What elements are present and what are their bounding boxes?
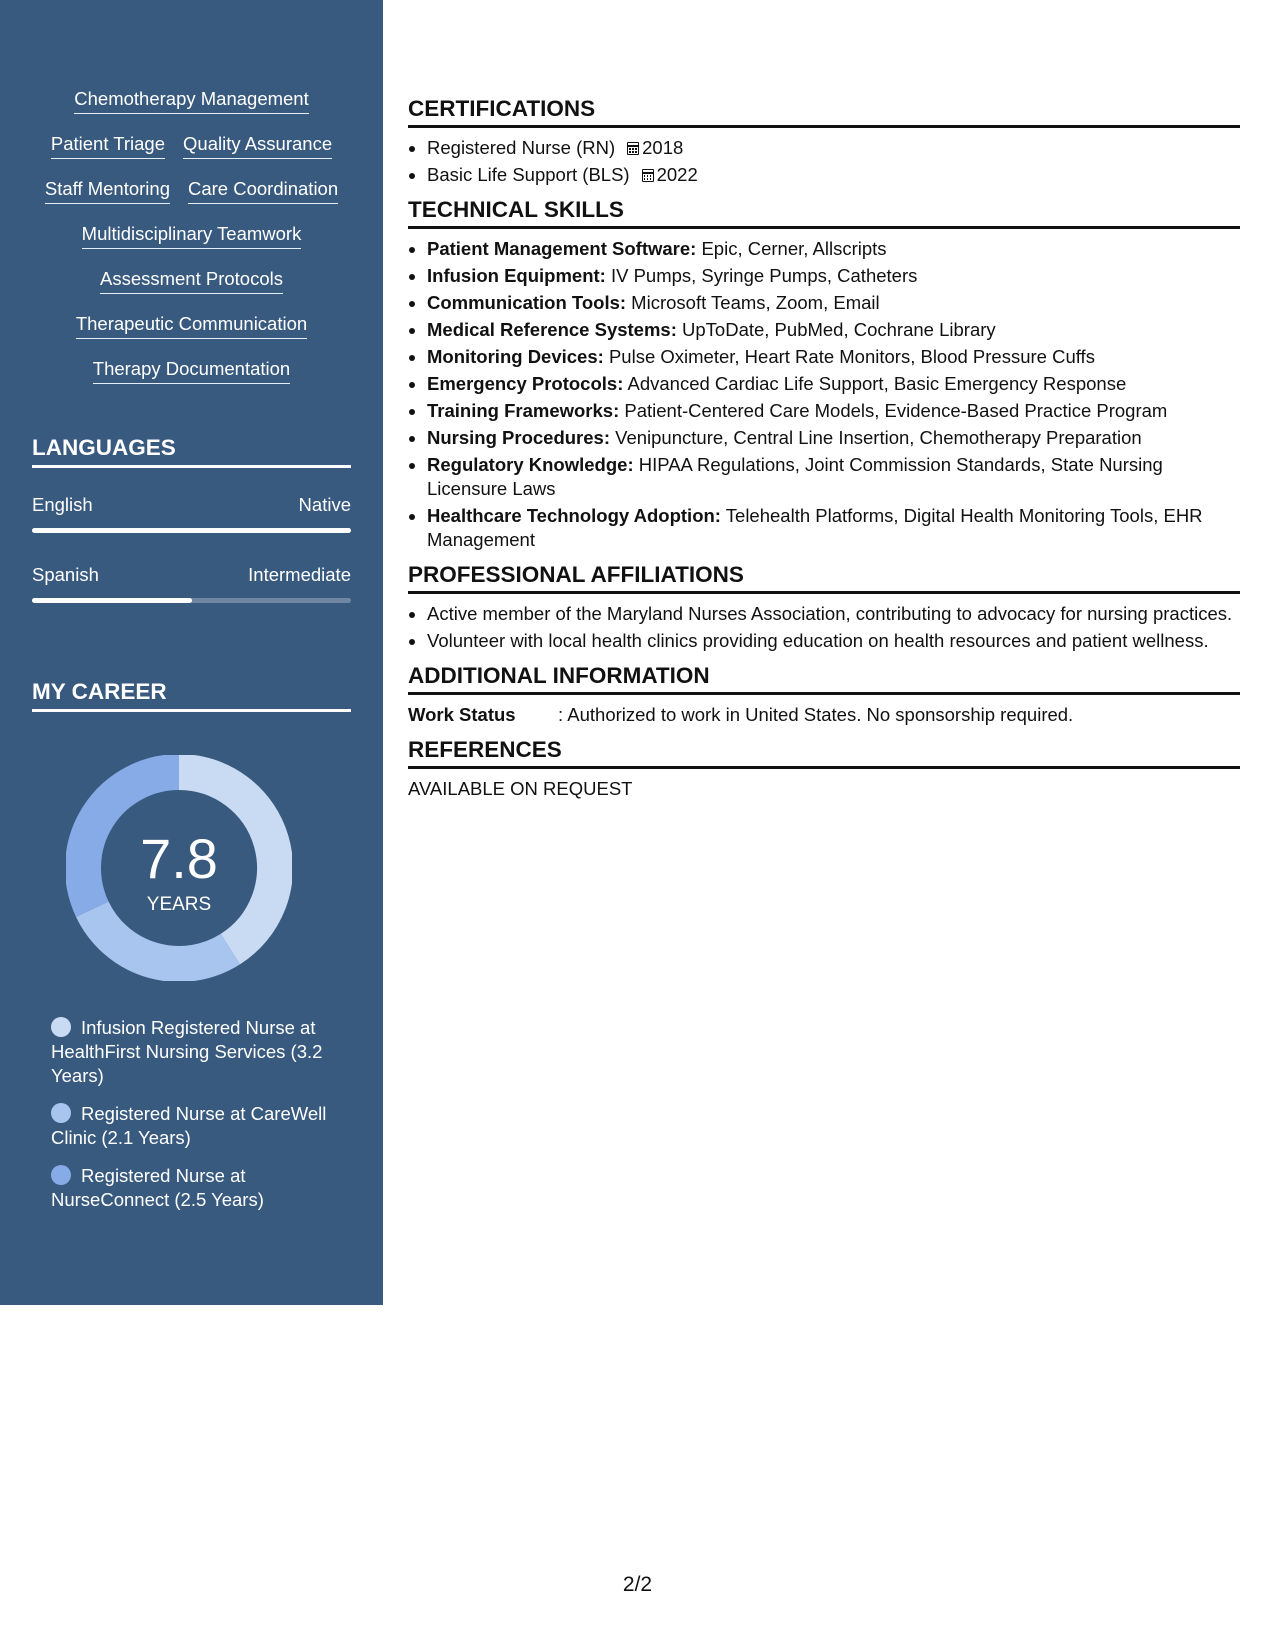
skill-values: IV Pumps, Syringe Pumps, Catheters	[605, 265, 918, 286]
career-donut-segment	[92, 909, 230, 964]
language-bar-fill	[32, 528, 351, 533]
technical-skill-item	[427, 372, 1240, 396]
career-total-unit: YEARS	[146, 894, 212, 915]
language-bar-fill	[32, 598, 192, 603]
page-number: 2/2	[622, 1573, 653, 1596]
language-name: Spanish	[32, 564, 99, 585]
skill-row	[0, 356, 383, 401]
skill-values: Epic, Cerner, Allscripts	[696, 238, 887, 259]
technical-skill-item	[427, 264, 1240, 288]
calendar-icon	[642, 169, 654, 182]
technical-skill-item	[427, 426, 1240, 450]
language-bar	[32, 528, 351, 533]
career-item	[51, 1016, 341, 1088]
technical-skill-item	[427, 318, 1240, 342]
skill-values: HIPAA Regulations, Joint Commission Standards, State Nursing Licensure Laws	[427, 454, 1163, 499]
work-status-value: : Authorized to work in United States. No sponsorship required.	[558, 704, 1074, 725]
career-list	[51, 1016, 341, 1226]
skill-tag: Multidisciplinary Teamwork	[82, 221, 302, 249]
technical-skill-item	[427, 291, 1240, 315]
skill-category: Nursing Procedures:	[427, 427, 610, 448]
career-item-text: Infusion Registered Nurse at HealthFirst Nursing Services (3.2 Years)	[51, 1017, 323, 1086]
certification-name: Basic Life Support (BLS)	[427, 164, 630, 185]
language-level: Intermediate	[248, 564, 351, 585]
technical-skills-heading: TECHNICAL SKILLS	[408, 197, 1240, 229]
language-name: English	[32, 494, 93, 515]
language-level: Native	[298, 494, 351, 515]
skill-values: Patient-Centered Care Models, Evidence-Based Practice Program	[619, 400, 1168, 421]
skill-row	[0, 266, 383, 311]
references-heading: REFERENCES	[408, 737, 1240, 769]
certifications-heading: CERTIFICATIONS	[408, 96, 1240, 128]
skill-tag: Therapy Documentation	[93, 356, 290, 384]
skill-category: Infusion Equipment:	[427, 265, 606, 286]
affiliations-list	[408, 602, 1240, 653]
career-item	[51, 1102, 341, 1150]
additional-info-heading: ADDITIONAL INFORMATION	[408, 663, 1240, 695]
skill-values: Advanced Cardiac Life Support, Basic Emergency Response	[623, 373, 1127, 394]
skill-values: Telehealth Platforms, Digital Health Monitoring Tools, EHR Management	[427, 505, 1203, 550]
technical-skill-item	[427, 399, 1240, 423]
skill-tag: Staff Mentoring	[45, 176, 170, 204]
career-item-text: Registered Nurse at NurseConnect (2.5 Years)	[51, 1165, 264, 1210]
certification-name: Registered Nurse (RN)	[427, 137, 616, 158]
skill-category: Regulatory Knowledge:	[427, 454, 634, 475]
skill-tag: Care Coordination	[188, 176, 338, 204]
certification-year: 2018	[642, 137, 684, 158]
skill-category: Medical Reference Systems:	[427, 319, 677, 340]
career-dot-icon	[51, 1165, 71, 1185]
skill-tag: Patient Triage	[51, 131, 165, 159]
work-status-row	[408, 703, 1240, 727]
career-item	[51, 1164, 341, 1212]
skills-list	[0, 86, 383, 401]
career-total-value: 7.8	[140, 827, 218, 890]
career-heading: MY CAREER	[32, 679, 351, 712]
skill-category: Emergency Protocols:	[427, 373, 624, 394]
technical-skill-item	[427, 237, 1240, 261]
skill-tag: Quality Assurance	[183, 131, 332, 159]
career-item-text: Registered Nurse at CareWell Clinic (2.1 Years)	[51, 1103, 327, 1148]
language-english	[32, 494, 351, 533]
sidebar	[0, 0, 383, 1305]
languages-heading: LANGUAGES	[32, 435, 351, 468]
technical-skills-list	[408, 237, 1240, 552]
skill-row	[0, 176, 383, 221]
career-donut-chart	[66, 755, 292, 981]
skill-row	[0, 131, 383, 176]
affiliations-heading: PROFESSIONAL AFFILIATIONS	[408, 562, 1240, 594]
skill-values: Microsoft Teams, Zoom, Email	[626, 292, 880, 313]
skill-category: Patient Management Software:	[427, 238, 697, 259]
work-status-label: Work Status	[408, 704, 516, 725]
skill-values: UpToDate, PubMed, Cochrane Library	[676, 319, 996, 340]
references-value: AVAILABLE ON REQUEST	[408, 778, 633, 799]
skill-row	[0, 221, 383, 266]
career-dot-icon	[51, 1017, 71, 1037]
skill-values: Venipuncture, Central Line Insertion, Chemotherapy Preparation	[610, 427, 1142, 448]
skill-category: Communication Tools:	[427, 292, 627, 313]
skill-tag: Assessment Protocols	[100, 266, 283, 294]
skill-row	[0, 86, 383, 131]
main-content	[408, 96, 1240, 801]
certification-item	[427, 136, 1240, 160]
career-dot-icon	[51, 1103, 71, 1123]
language-spanish	[32, 564, 351, 603]
affiliation-item: • Volunteer with local health clinics providing education on health resources and patient wellness.	[427, 629, 1240, 653]
calendar-icon	[627, 142, 639, 155]
affiliation-item: • Active member of the Maryland Nurses Association, contributing to advocacy for nursing practices.	[427, 602, 1240, 626]
technical-skill-item	[427, 345, 1240, 369]
certifications-list	[408, 136, 1240, 187]
language-bar	[32, 598, 351, 603]
skill-category: Training Frameworks:	[427, 400, 620, 421]
skill-tag: Therapeutic Communication	[76, 311, 307, 339]
skill-category: Monitoring Devices:	[427, 346, 604, 367]
technical-skill-item	[427, 453, 1240, 501]
certification-year: 2022	[656, 164, 698, 185]
skill-row	[0, 311, 383, 356]
skill-category: Healthcare Technology Adoption:	[427, 505, 721, 526]
skill-values: Pulse Oximeter, Heart Rate Monitors, Blood Pressure Cuffs	[603, 346, 1095, 367]
certification-item	[427, 163, 1240, 187]
skill-tag: Chemotherapy Management	[74, 86, 308, 114]
technical-skill-item	[427, 504, 1240, 552]
